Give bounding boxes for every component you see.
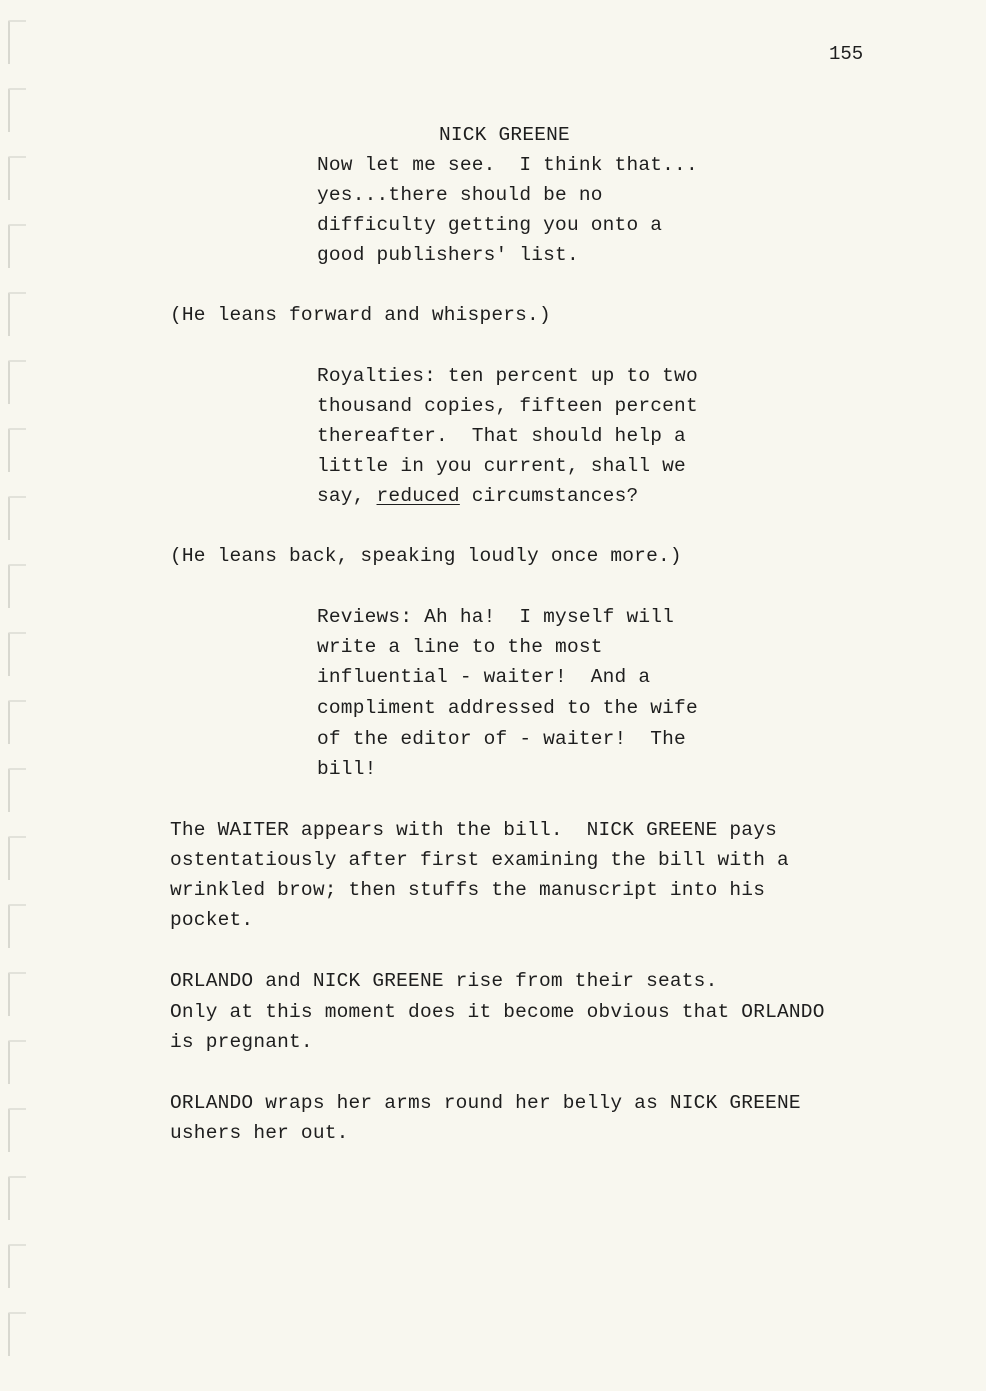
binding-hole [8, 1108, 26, 1152]
dialogue-line: Reviews: Ah ha! I myself will [317, 606, 675, 628]
binding-hole [8, 632, 26, 676]
dialogue-line [317, 481, 638, 511]
dialogue-line: influential - waiter! And a [317, 666, 651, 688]
underlined-word: reduced [376, 485, 460, 507]
binding-hole [8, 360, 26, 404]
action-line: ORLANDO and NICK GREENE rise from their seats. [170, 970, 718, 992]
dialogue-line: little in you current, shall we [317, 455, 686, 477]
binding-hole [8, 224, 26, 268]
binding-hole [8, 836, 26, 880]
binding-hole [8, 1040, 26, 1084]
binding-hole [8, 700, 26, 744]
dialogue-line: Royalties: ten percent up to two [317, 365, 698, 387]
dialogue-line: of the editor of - waiter! The [317, 728, 686, 750]
binding-hole [8, 1244, 26, 1288]
action-line: The WAITER appears with the bill. NICK GREENE pays [170, 819, 777, 841]
binding-hole [8, 1312, 26, 1356]
dialogue-line: yes...there should be no [317, 184, 603, 206]
dialogue-text: circumstances? [459, 485, 639, 507]
action-line: is pregnant. [170, 1031, 313, 1053]
character-name: NICK GREENE [439, 124, 570, 146]
binding-hole [8, 972, 26, 1016]
binding-hole [8, 564, 26, 608]
dialogue-line: thousand copies, fifteen percent [317, 395, 698, 417]
binding-holes [0, 0, 40, 1391]
action-line: wrinkled brow; then stuffs the manuscript into his [170, 879, 766, 901]
action-line: pocket. [170, 909, 254, 931]
dialogue-line: good publishers' list. [317, 244, 579, 266]
binding-hole [8, 1176, 26, 1220]
dialogue-line: difficulty getting you onto a [317, 214, 663, 236]
binding-hole [8, 20, 26, 64]
binding-hole [8, 904, 26, 948]
binding-hole [8, 88, 26, 132]
binding-hole [8, 428, 26, 472]
stage-direction: (He leans forward and whispers.) [170, 304, 551, 326]
binding-hole [8, 496, 26, 540]
binding-hole [8, 292, 26, 336]
dialogue-line: compliment addressed to the wife [317, 697, 698, 719]
dialogue-line: bill! [317, 758, 377, 780]
binding-hole [8, 156, 26, 200]
dialogue-line: thereafter. That should help a [317, 425, 686, 447]
binding-hole [8, 768, 26, 812]
action-line: Only at this moment does it become obvious that ORLANDO [170, 1001, 825, 1023]
stage-direction: (He leans back, speaking loudly once more.) [170, 545, 682, 567]
dialogue-text: say, [317, 485, 377, 507]
dialogue-line: Now let me see. I think that... [317, 154, 698, 176]
action-line: ostentatiously after first examining the bill with a [170, 849, 789, 871]
dialogue-line: write a line to the most [317, 636, 603, 658]
page-number: 155 [829, 43, 864, 65]
action-line: ORLANDO wraps her arms round her belly as NICK GREENE [170, 1092, 801, 1114]
action-line: ushers her out. [170, 1122, 349, 1144]
